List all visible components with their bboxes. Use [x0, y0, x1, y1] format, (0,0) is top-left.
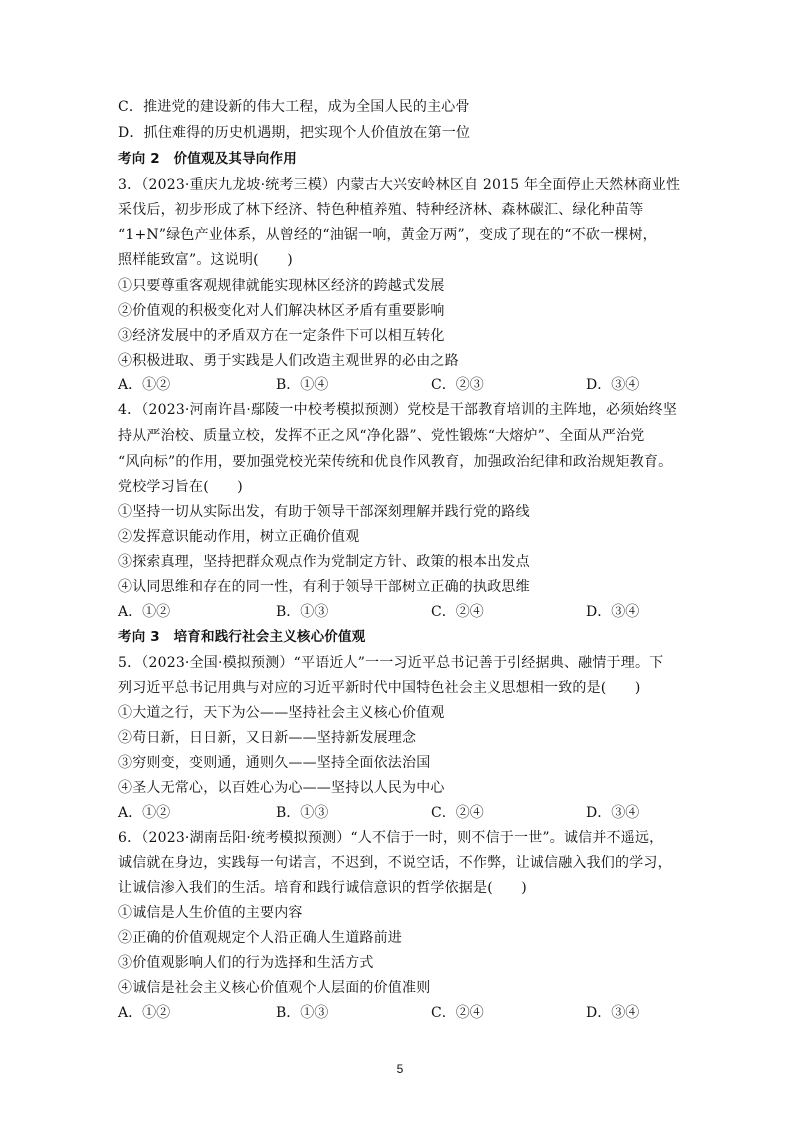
q4-statement-2: ②发挥意识能动作用，树立正确价值观 — [118, 529, 360, 545]
q5-stem-line-1: 5．（2023·全国·模拟预测）“平语近人”一一习近平总书记善于引经据典、融情于理。下 — [118, 655, 664, 671]
q6-statement-2: ②正确的价值观规定个人沿正确人生道路前进 — [118, 930, 402, 946]
q4-stem-line-1: 4．（2023·河南许昌·鄢陵一中校考模拟预测）党校是干部教育培训的主阵地，必须始终坚 — [118, 402, 678, 418]
q5-answer-c: C．②④ — [431, 805, 484, 821]
option-c-line: C．推进党的建设新的伟大工程，成为全国人民的主心骨 — [118, 99, 470, 115]
q6-statement-4: ④诚信是社会主义核心价值观个人层面的价值准则 — [118, 980, 431, 996]
q4-answer-a: A．①② — [118, 604, 171, 620]
option-d-line: D．抓住难得的历史机遇期，把实现个人价值放在第一位 — [118, 125, 471, 141]
q6-statement-3: ③价值观影响人们的行为选择和生活方式 — [118, 955, 374, 971]
q3-answer-b: B．①④ — [276, 377, 329, 393]
q3-stem-line-4: 照样能致富”。这说明( ) — [118, 252, 293, 268]
q5-stem-line-2: 列习近平总书记用典与对应的习近平新时代中国特色社会主义思想相一致的是( ) — [118, 680, 641, 696]
q4-stem-line-4: 党校学习旨在( ) — [118, 479, 243, 495]
page-number: 5 — [396, 1062, 404, 1076]
q6-stem-line-2: 诚信就在身边，实践每一句诺言，不迟到，不说空话，不作弊，让诚信融入我们的学习， — [118, 855, 672, 871]
q3-stem-line-1: 3．（2023·重庆九龙坡·统考三模）内蒙古大兴安岭林区自 2015 年全面停止天然林商业性 — [118, 177, 681, 193]
q6-answer-b: B．①③ — [276, 1005, 329, 1021]
q5-statement-2: ②苟日新，日日新，又日新——坚持新发展理念 — [118, 730, 417, 746]
q4-answer-d: D．③④ — [586, 604, 640, 620]
q3-answer-d: D．③④ — [586, 377, 640, 393]
q4-stem-line-3: “风向标”的作用，要加强党校光荣传统和优良作风教育，加强政治纪律和政治规矩教育。 — [118, 454, 673, 470]
q4-statement-1: ①坚持一切从实际出发，有助于领导干部深刻理解并践行党的路线 — [118, 504, 530, 520]
q3-statement-1: ①只要尊重客观规律就能实现林区经济的跨越式发展 — [118, 278, 445, 294]
q4-statement-3: ③探索真理，坚持把群众观点作为党制定方针、政策的根本出发点 — [118, 554, 530, 570]
section-heading-3: 考向 3 培育和践行社会主义核心价值观 — [118, 629, 366, 645]
q4-statement-4: ④认同思维和存在的同一性，有利于领导干部树立正确的执政思维 — [118, 579, 530, 595]
q5-answer-a: A．①② — [118, 805, 171, 821]
q5-statement-4: ④圣人无常心，以百姓心为心——坚持以人民为中心 — [118, 780, 445, 796]
q6-answer-c: C．②④ — [431, 1005, 484, 1021]
q4-answer-c: C．②④ — [431, 604, 484, 620]
q6-statement-1: ①诚信是人生价值的主要内容 — [118, 905, 303, 921]
q6-stem-line-1: 6．（2023·湖南岳阳·统考模拟预测）“人不信于一时，则不信于一世”。诚信并不遥远， — [118, 830, 664, 846]
q5-statement-1: ①大道之行，天下为公——坚持社会主义核心价值观 — [118, 705, 445, 721]
q5-answer-b: B．①③ — [276, 805, 329, 821]
q3-stem-line-3: “1+N”绿色产业体系，从曾经的“油锯一响，黄金万两”，变成了现在的“不砍一棵树， — [118, 227, 657, 243]
q6-stem-line-3: 让诚信渗入我们的生活。培育和践行诚信意识的哲学依据是( ) — [118, 880, 527, 896]
q3-statement-3: ③经济发展中的矛盾双方在一定条件下可以相互转化 — [118, 328, 445, 344]
q3-statement-2: ②价值观的积极变化对人们解决林区矛盾有重要影响 — [118, 303, 445, 319]
section-heading-2: 考向 2 价值观及其导向作用 — [118, 151, 297, 167]
q6-answer-d: D．③④ — [586, 1005, 640, 1021]
q4-stem-line-2: 持从严治校、质量立校，发挥不正之风“净化器”、党性锻炼“大熔炉”、全面从严治党 — [118, 428, 645, 444]
q5-answer-d: D．③④ — [586, 805, 640, 821]
q6-answer-a: A．①② — [118, 1005, 171, 1021]
q5-statement-3: ③穷则变，变则通，通则久——坚持全面依法治国 — [118, 755, 431, 771]
q4-answer-b: B．①③ — [276, 604, 329, 620]
q3-answer-c: C．②③ — [431, 377, 484, 393]
q3-answer-a: A．①② — [118, 377, 171, 393]
q3-statement-4: ④积极进取、勇于实践是人们改造主观世界的必由之路 — [118, 353, 459, 369]
q3-stem-line-2: 采伐后，初步形成了林下经济、特色种植养殖、特种经济林、森林碳汇、绿化种苗等 — [118, 202, 644, 218]
